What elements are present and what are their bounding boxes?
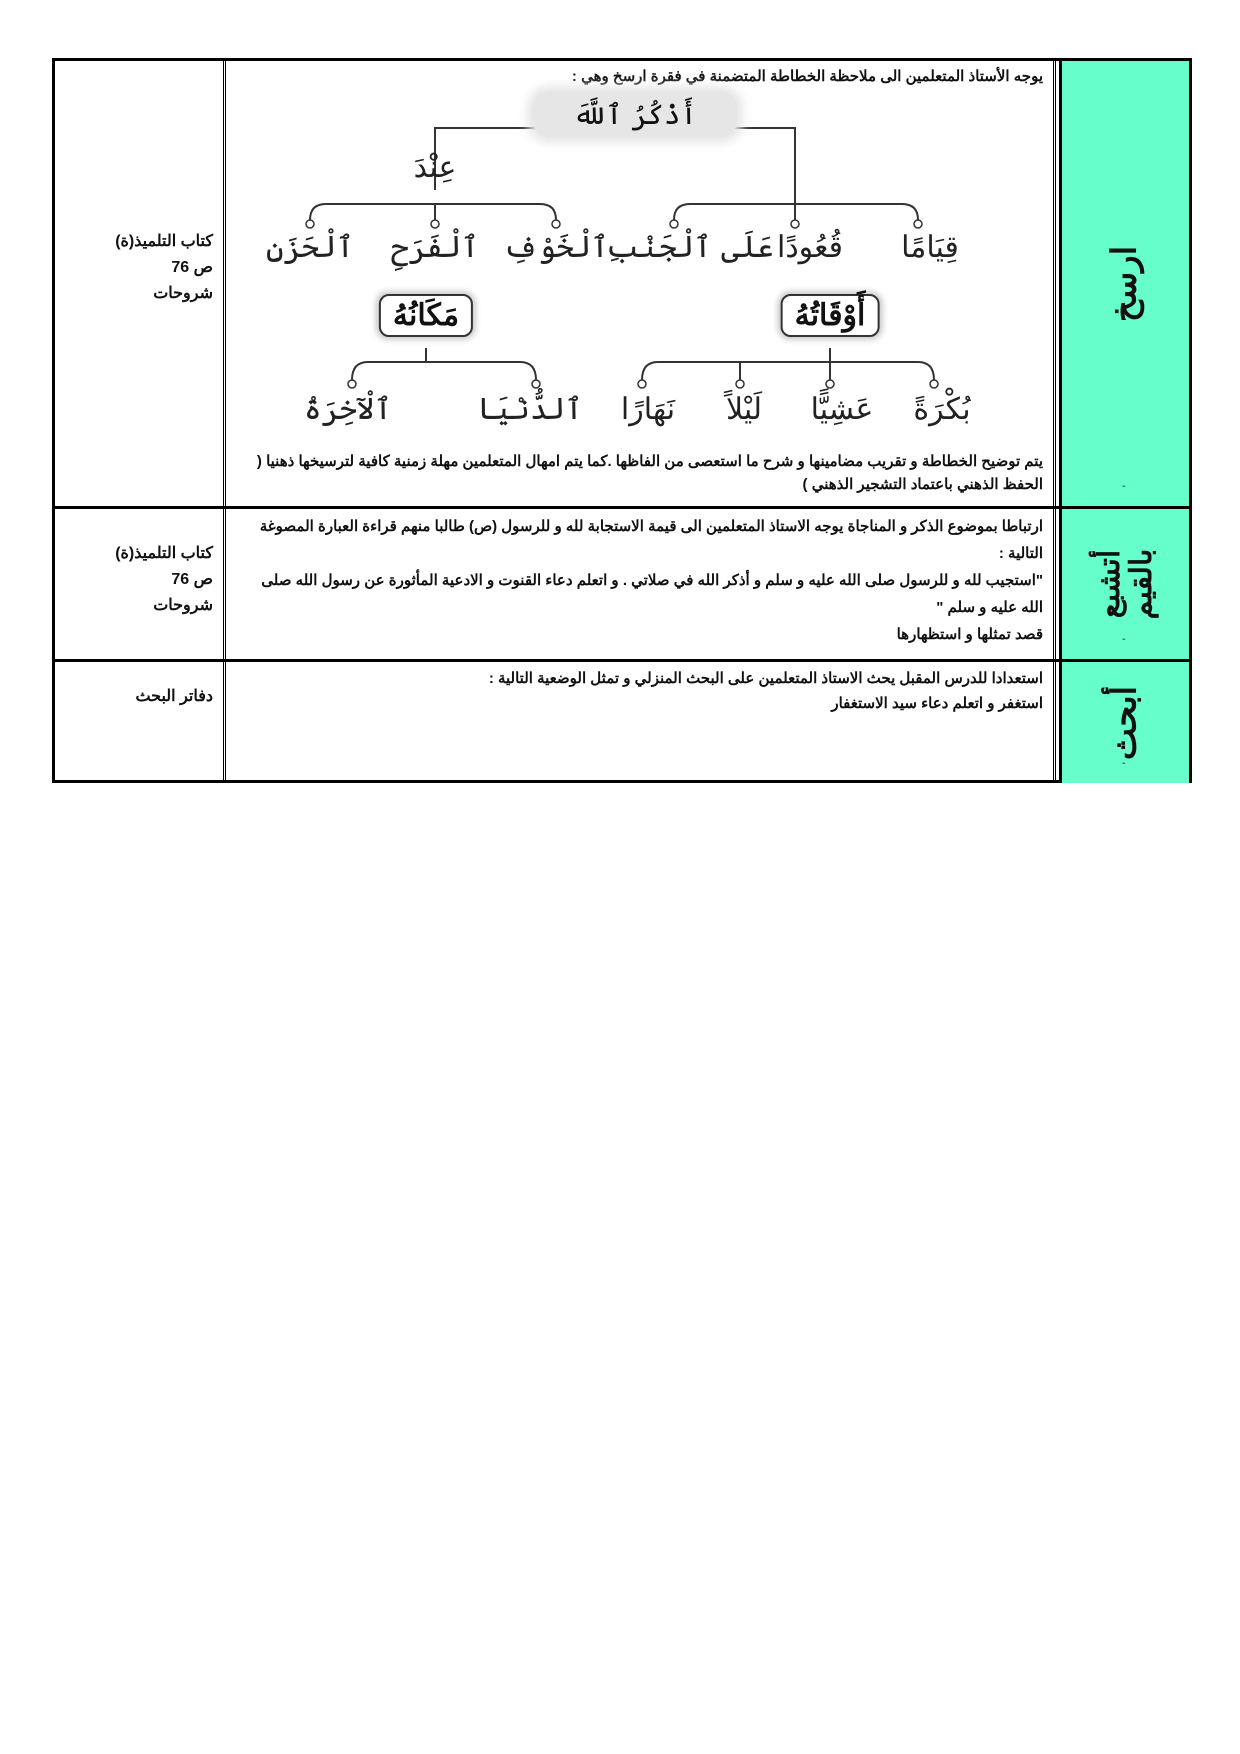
time-item: بُكْرَةً <box>913 392 971 427</box>
resource-cell <box>55 509 223 659</box>
time-item: عَشِيًّا <box>810 392 874 427</box>
place-item: ٱلدُّنْيَا <box>477 392 583 427</box>
step-label: ارسخ <box>1104 245 1145 322</box>
step-label: أبحث <box>1104 685 1145 760</box>
body-text: استغفر و اتعلم دعاء سيد الاستغفار <box>831 695 1043 712</box>
body-text: استعدادا للدرس المقبل يحث الاستاذ المتعلمين على البحث المنزلي و تمثل الوضعية التالية : <box>488 670 1043 687</box>
position-item: قُعُودًا <box>776 230 844 265</box>
content-cell <box>223 61 1056 506</box>
resource-line: كتاب التلميذ(ة) <box>115 545 213 562</box>
quote-text: "استجيب لله و للرسول صلى الله عليه و سلم و أذكر الله في صلاتي . و اتعلم دعاء القنوت و الادعية المأثورة عن رسول الله صلى الله عليه و سلم " <box>261 572 1043 616</box>
lesson-table <box>52 58 1192 783</box>
time-item: لَيْلاً <box>725 392 763 427</box>
resource-line: شروحات <box>153 285 213 302</box>
row-arsakh <box>55 61 1189 509</box>
inda-item: ٱلْحَزَنِ <box>266 230 354 265</box>
time-item: نَهَارًا <box>620 392 676 427</box>
row-values <box>55 509 1189 662</box>
resource-line: كتاب التلميذ(ة) <box>115 233 213 250</box>
position-item: عَلَى ٱلْجَنْبِ <box>606 230 774 265</box>
step-cell: أبحث - <box>1059 662 1189 783</box>
resource-line: شروحات <box>153 597 213 614</box>
root-node: أَذْكُرُ ٱللَّهَ <box>533 92 737 137</box>
inda-item: ٱلْخَوْفِ <box>503 230 609 265</box>
step-cell: أتشبع بالقيم - <box>1059 509 1189 659</box>
content-cell <box>223 662 1056 783</box>
resource-cell <box>55 61 223 506</box>
step-cell: ارسخ - <box>1059 61 1189 506</box>
body-text: قصد تمثلها و استظهارها <box>896 626 1043 643</box>
content-cell <box>223 509 1056 659</box>
times-node: أَوْقَاتُهُ <box>781 294 880 337</box>
resource-line: ص 76 <box>171 259 213 276</box>
place-item: ٱلْآخِرَةُ <box>304 392 392 427</box>
mind-map <box>230 90 1043 450</box>
body-text: ارتباطا بموضوع الذكر و المناجاة يوجه الاستاذ المتعلمين الى قيمة الاستجابة لله و للرسول (ص) طالبا منهم قراءة العبارة المصوغة التالية : <box>259 518 1043 562</box>
inda-item: ٱلْفَرَحِ <box>391 230 479 265</box>
resource-cell <box>55 662 223 783</box>
body-text: يتم توضيح الخطاطة و تقريب مضامينها و شرح ما استعصى من الفاظها .كما يتم امهال المتعلمين مهلة زمنية كافية لترسيخها ذهنيا ( الحفظ الذهني باعتماد التشجير الذهني ) <box>256 453 1043 493</box>
intro-text: يوجه الأستاذ المتعلمين الى ملاحظة الخطاطة المتضمنة في فقرة ارسخ وهي : <box>571 68 1043 85</box>
step-label: أتشبع بالقيم <box>1092 548 1159 620</box>
position-item: قِيَامًا <box>901 230 959 265</box>
resource-line: دفاتر البحث <box>135 688 213 705</box>
place-node: مَكَانُهُ <box>379 294 473 337</box>
resource-line: ص 76 <box>171 571 213 588</box>
inda-node: عِنْدَ <box>413 150 457 185</box>
row-research <box>55 662 1189 783</box>
